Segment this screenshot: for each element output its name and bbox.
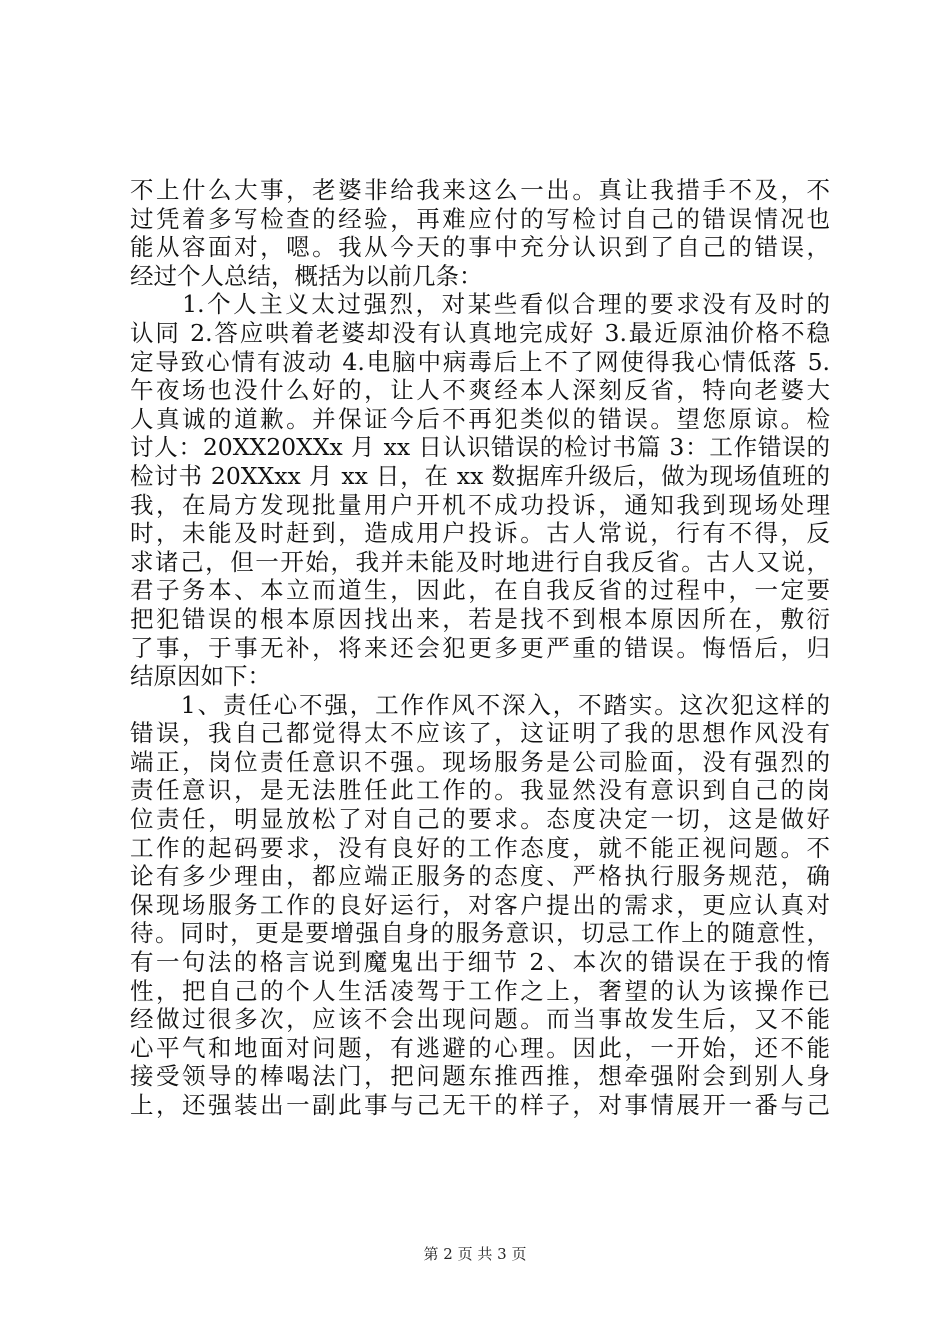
text-line: 端正，岗位责任意识不强。现场服务是公司脸面，没有强烈的 xyxy=(130,747,830,776)
text-line: 经过个人总结，概括为以前几条： xyxy=(130,261,483,290)
text-line: 1.个人主义太过强烈，对某些看似合理的要求没有及时的 xyxy=(130,290,830,319)
text-line: 讨人：20XX20XXx 月 xx 日认识错误的检讨书篇 3：工作错误的 xyxy=(130,433,830,462)
text-line: 心平气和地面对问题，有逃避的心理。因此，一开始，还不能 xyxy=(130,1033,830,1062)
text-line: 人真诚的道歉。并保证今后不再犯类似的错误。望您原谅。检 xyxy=(130,404,830,433)
text-line: 位责任，明显放松了对自己的要求。态度决定一切，这是做好 xyxy=(130,805,830,834)
text-line: 有一句法的格言说到魔鬼出于细节 2、本次的错误在于我的惰 xyxy=(130,948,830,977)
text-line: 午夜场也没什么好的，让人不爽经本人深刻反省，特向老婆大 xyxy=(130,376,830,405)
text-line: 过凭着多写检查的经验，再难应付的写检讨自己的错误情况也 xyxy=(130,204,830,233)
text-line: 保现场服务工作的良好运行，对客户提出的需求，更应认真对 xyxy=(130,890,830,919)
page-footer: 第 2 页 共 3 页 xyxy=(423,1245,527,1263)
text-line: 君子务本、本立而道生，因此，在自我反省的过程中，一定要 xyxy=(130,576,830,605)
text-line: 把犯错误的根本原因找出来，若是找不到根本原因所在，敷衍 xyxy=(130,604,830,633)
text-line: 我，在局方发现批量用户开机不成功投诉，通知我到现场处理 xyxy=(130,490,830,519)
text-line: 了事，于事无补，将来还会犯更多更严重的错误。悔悟后，归 xyxy=(130,633,830,662)
text-line: 检讨书 20XXxx 月 xx 日，在 xx 数据库升级后，做为现场值班的 xyxy=(130,461,830,490)
text-line: 经做过很多次，应该不会出现问题。而当事故发生后，又不能 xyxy=(130,1005,830,1034)
text-line: 求诸己，但一开始，我并未能及时地进行自我反省。古人又说， xyxy=(130,547,830,576)
text-line: 性，把自己的个人生活凌驾于工作之上，奢望的认为该操作已 xyxy=(130,976,830,1005)
text-line: 工作的起码要求，没有良好的工作态度，就不能正视问题。不 xyxy=(130,833,830,862)
text-line: 能从容面对，嗯。我从今天的事中充分认识到了自己的错误， xyxy=(130,233,830,262)
text-line: 不上什么大事，老婆非给我来这么一出。真让我措手不及，不 xyxy=(130,176,830,204)
text-line: 1、责任心不强，工作作风不深入，不踏实。这次犯这样的 xyxy=(130,690,830,719)
text-line: 时，未能及时赶到，造成用户投诉。古人常说，行有不得，反 xyxy=(130,519,830,548)
text-line: 结原因如下： xyxy=(130,662,271,691)
document-body xyxy=(130,176,830,1120)
text-line: 定导致心情有波动 4.电脑中病毒后上不了网使得我心情低落 5. xyxy=(130,347,830,376)
text-line: 待。同时，更是要增强自身的服务意识，切忌工作上的随意性， xyxy=(130,919,830,948)
text-line: 错误，我自己都觉得太不应该了，这证明了我的思想作风没有 xyxy=(130,719,830,748)
text-line: 接受领导的棒喝法门，把问题东推西推，想牵强附会到别人身 xyxy=(130,1062,830,1091)
text-line: 认同 2.答应哄着老婆却没有认真地完成好 3.最近原油价格不稳 xyxy=(130,318,830,347)
text-line: 上，还强装出一副此事与己无干的样子，对事情展开一番与己 xyxy=(130,1091,830,1119)
text-line: 责任意识，是无法胜任此工作的。我显然没有意识到自己的岗 xyxy=(130,776,830,805)
text-line: 论有多少理由，都应端正服务的态度、严格执行服务规范，确 xyxy=(130,862,830,891)
